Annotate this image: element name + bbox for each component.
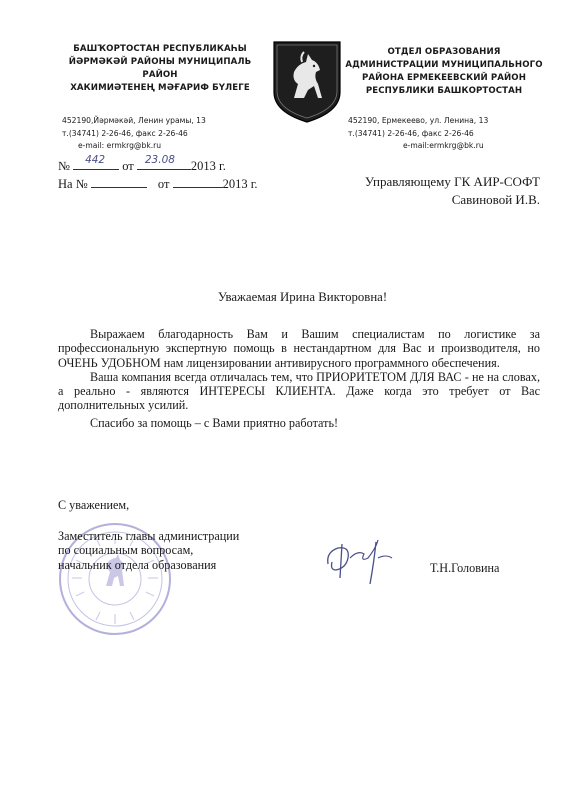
signature-icon: [320, 528, 402, 590]
header-right-phone: т.(34741) 2-26-46, факс 2-26-46: [348, 128, 474, 138]
header-right-address: 452190, Ермекеево, ул. Ленина, 13: [348, 116, 489, 125]
header-left-line-2: ЙӘРМӘКӘЙ РАЙОНЫ МУНИЦИПАЛЬ РАЙОН: [68, 57, 252, 80]
ref-year: 2013 г.: [190, 159, 226, 173]
reply-year: 2013 г.: [222, 177, 258, 191]
position-line-2: по социальным вопросам,: [58, 543, 194, 558]
outgoing-reference: [58, 154, 226, 174]
handwritten-signature: [320, 528, 402, 590]
signatory-name: Т.Н.Головина: [430, 561, 500, 575]
header-left-title: [50, 43, 270, 95]
header-right-contacts: [345, 115, 550, 153]
paragraph-2: Ваша компания всегда отличалась тем, что ПРИОРИТЕТОМ ДЛЯ ВАС - не на словах, а реально - являются ИНТЕРЕСЫ КЛИЕНТА. Даже когда это требует от Вас дополнительных усилий.: [58, 369, 540, 413]
letter-body: [58, 327, 540, 430]
header-left-line-3: ХАКИМИӘТЕНЕҢ МӘҒАРИФ БҮЛЕГЕ: [70, 83, 250, 93]
salutation: Уважаемая Ирина Викторовна!: [217, 290, 388, 304]
paragraph-3: Спасибо за помощь – с Вами приятно работать!: [90, 415, 339, 430]
position-line-3: начальник отдела образования: [58, 557, 217, 572]
emblem: [272, 40, 342, 124]
closing: С уважением,: [58, 498, 130, 512]
ref-date-label: от: [122, 159, 134, 173]
header-right-title: [345, 46, 543, 98]
header-right-email: e-mail:ermkrg@bk.ru: [403, 141, 484, 150]
header-left-contacts: [60, 115, 260, 153]
header-left-line-1: БАШҠОРТОСТАН РЕСПУБЛИКАҺЫ: [73, 44, 247, 54]
header-right-line-4: РЕСПУБЛИКИ БАШКОРТОСТАН: [365, 86, 523, 96]
header-left-email: e-mail: ermkrg@bk.ru: [78, 141, 162, 150]
reply-number-label: На №: [58, 177, 88, 191]
ref-number-label: №: [58, 159, 70, 173]
recipient-line-2: Савиновой И.В.: [451, 192, 540, 207]
header-right-line-1: ОТДЕЛ ОБРАЗОВАНИЯ: [387, 47, 501, 57]
position-line-1: Заместитель главы администрации: [58, 529, 240, 543]
ref-date-value: 23.08: [144, 154, 175, 166]
reply-date-label: от: [157, 177, 170, 191]
signatory-position: [58, 529, 239, 572]
header-right-line-2: АДМИНИСТРАЦИИ МУНИЦИПАЛЬНОГО: [345, 60, 543, 70]
recipient-line-1: Управляющему ГК АИР-СОФТ: [364, 174, 540, 189]
paragraph-1: Выражаем благодарность Вам и Вашим специалистам по логистике за профессиональную экспертную помощь в нестандартном для Вас и производителя, но ОЧЕНЬ УДОБНОМ нам лицензировании антивирусного программного обеспечения.: [58, 327, 540, 370]
ref-number-value: 442: [85, 154, 106, 166]
header-left-phone: т.(34741) 2-26-46, факс 2-26-46: [62, 128, 188, 138]
recipient-block: [330, 173, 540, 209]
header-left-address: 452190,Йәрмәкәй, Ленин урамы, 13: [62, 116, 206, 125]
header-right-line-3: РАЙОНА ЕРМЕКЕЕВСКИЙ РАЙОН: [361, 73, 527, 83]
incoming-reference: [58, 175, 258, 192]
horse-emblem-icon: [272, 40, 342, 124]
